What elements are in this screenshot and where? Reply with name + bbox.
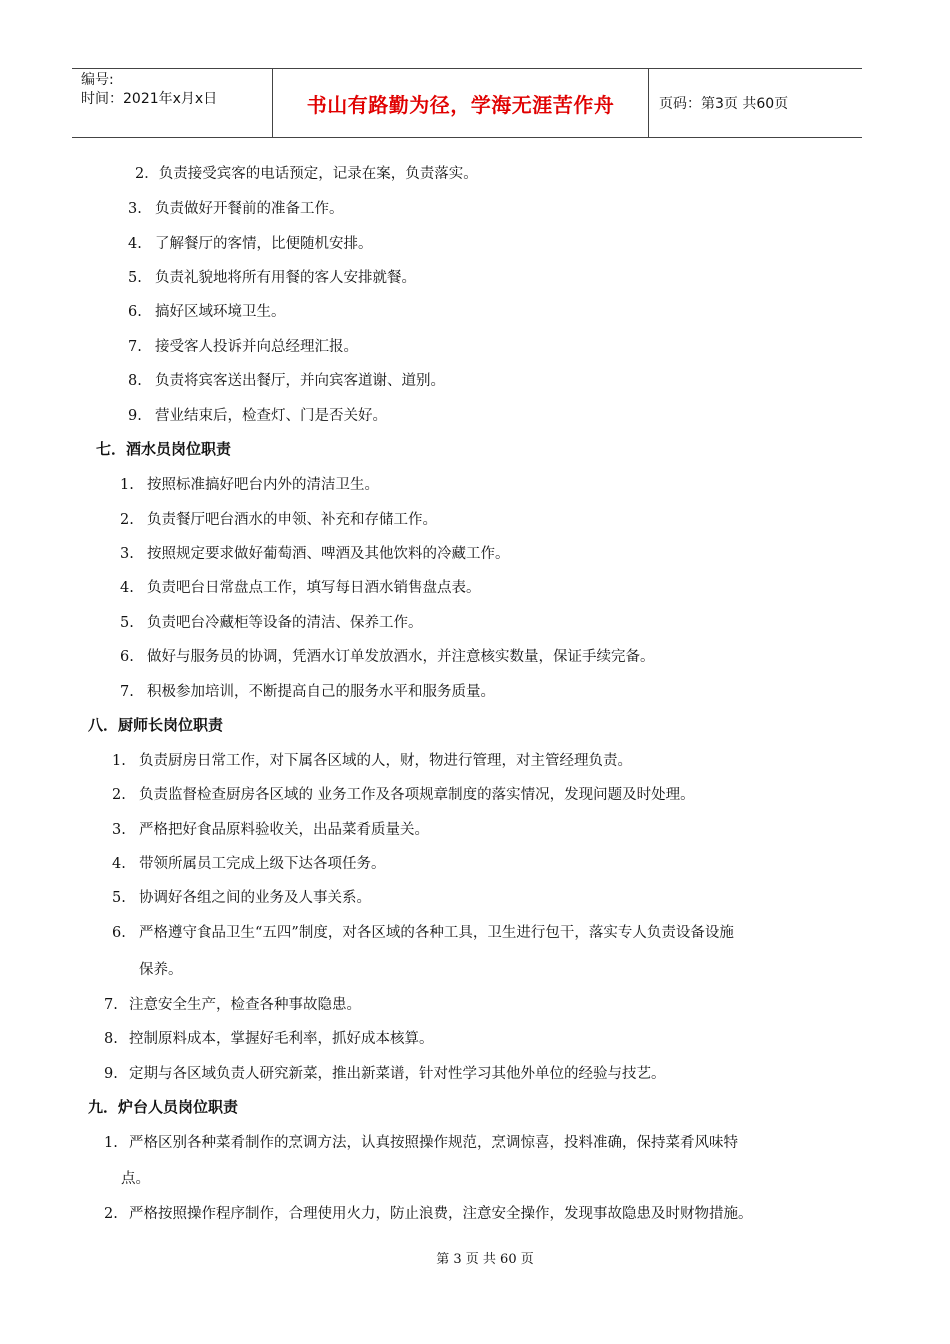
header-page-label: 页码：第3页 共60页 xyxy=(659,96,789,112)
header-meta xyxy=(72,69,273,137)
section-heading: 九．炉台人员岗位职责 xyxy=(88,1098,239,1116)
header-motto: 书山有路勤为径，学海无涯苦作舟 xyxy=(273,69,649,137)
list-item: 2. 严格按照操作程序制作，合理使用火力，防止浪费，注意安全操作，发现事故隐患及时财物措施。 xyxy=(104,1206,753,1222)
list-item: 9. 定期与各区域负责人研究新菜，推出新菜谱，针对性学习其他外单位的经验与技艺。 xyxy=(104,1066,666,1082)
list-item: 1. 按照标准搞好吧台内外的清洁卫生。 xyxy=(120,477,379,493)
list-item: 6. 做好与服务员的协调，凭酒水订单发放酒水，并注意核实数量，保证手续完备。 xyxy=(120,649,655,665)
time-label: 时间：2021年x月x日 xyxy=(81,91,218,107)
list-item: 1. 严格区别各种菜肴制作的烹调方法，认真按照操作规范，烹调惊喜，投料准确，保持菜肴风味特 xyxy=(104,1135,738,1151)
list-item: 4. 了解餐厅的客情，比便随机安排。 xyxy=(128,236,373,252)
list-item: 3. 负责做好开餐前的准备工作。 xyxy=(128,201,344,217)
list-item: 6. 严格遵守食品卫生“五四”制度，对各区域的各种工具，卫生进行包干，落实专人负责设备设施 xyxy=(112,925,734,941)
section-heading: 七．酒水员岗位职责 xyxy=(96,440,232,458)
list-item: 4. 带领所属员工完成上级下达各项任务。 xyxy=(112,856,386,872)
list-item: 8. 负责将宾客送出餐厅，并向宾客道谢、道别。 xyxy=(128,373,445,389)
list-item: 4. 负责吧台日常盘点工作，填写每日酒水销售盘点表。 xyxy=(120,580,481,596)
list-item: 6. 搞好区域环境卫生。 xyxy=(128,304,286,320)
list-item: 9. 营业结束后，检查灯、门是否关好。 xyxy=(128,408,387,424)
page-footer: 第 3 页 共 60 页 xyxy=(436,1252,534,1267)
list-item: 7. 积极参加培训，不断提高自己的服务水平和服务质量。 xyxy=(120,684,495,700)
list-item: 2. 负责餐厅吧台酒水的申领、补充和存储工作。 xyxy=(120,512,437,528)
list-item: 7. 注意安全生产，检查各种事故隐患。 xyxy=(104,997,361,1013)
section-heading: 八．厨师长岗位职责 xyxy=(88,716,224,734)
list-item: 2. 负责监督检查厨房各区域的 业务工作及各项规章制度的落实情况，发现问题及时处理。 xyxy=(112,787,695,803)
list-item: 3. 按照规定要求做好葡萄酒、啤酒及其他饮料的冷藏工作。 xyxy=(120,546,510,562)
list-item: 7. 接受客人投诉并向总经理汇报。 xyxy=(128,339,358,355)
list-item-continuation: 点。 xyxy=(121,1171,150,1187)
list-item: 2．负责接受宾客的电话预定，记录在案，负责落实。 xyxy=(135,166,478,182)
page-header xyxy=(72,68,862,138)
number-label: 编号: xyxy=(81,72,114,88)
list-item-continuation: 保养。 xyxy=(139,962,183,978)
list-item: 5. 协调好各组之间的业务及人事关系。 xyxy=(112,890,371,906)
list-item: 5. 负责礼貌地将所有用餐的客人安排就餐。 xyxy=(128,270,416,286)
list-item: 3. 严格把好食品原料验收关，出品菜肴质量关。 xyxy=(112,822,429,838)
list-item: 5. 负责吧台冷藏柜等设备的清洁、保养工作。 xyxy=(120,615,423,631)
list-item: 1. 负责厨房日常工作，对下属各区域的人，财，物进行管理，对主管经理负责。 xyxy=(112,753,632,769)
list-item: 8. 控制原料成本，掌握好毛利率，抓好成本核算。 xyxy=(104,1031,434,1047)
